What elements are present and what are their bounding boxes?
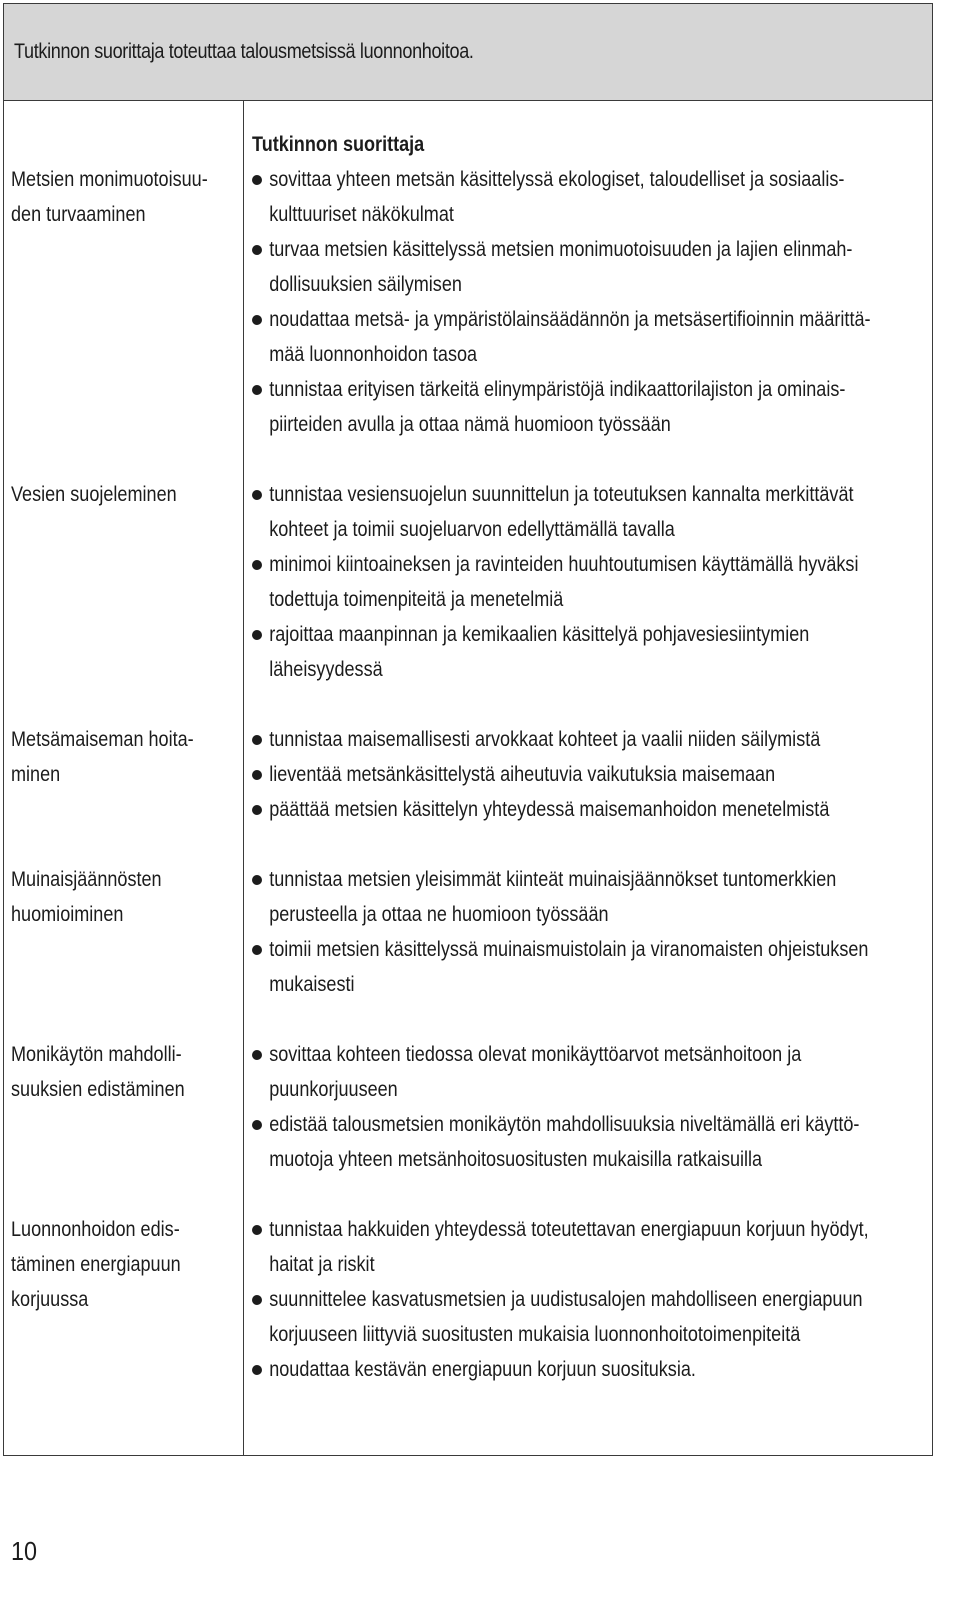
- list-item: [252, 617, 957, 687]
- section-label-line: den turvaaminen: [11, 203, 146, 226]
- list-item: [252, 862, 960, 932]
- section-label: [11, 1212, 181, 1317]
- bullet-text: [252, 757, 829, 792]
- bullet-text: [252, 722, 829, 757]
- bullet-text-line: muotoja yhteen metsänhoitosuositusten mukaisilla ratkaisuilla: [269, 1148, 763, 1171]
- section-label-line: Monikäytön mahdolli-: [11, 1043, 182, 1066]
- list-item: [252, 1352, 960, 1387]
- bullet-text-line: tunnistaa vesiensuojelun suunnittelun ja toteutuksen kannalta merkittävät: [269, 483, 854, 506]
- bullet-text-line: minimoi kiintoaineksen ja ravinteiden huuhtoutumisen käyttämällä hyväksi: [269, 553, 859, 576]
- bullet-text-line: mukaisesti: [269, 973, 355, 996]
- bullet-text: [252, 617, 858, 687]
- list-item: [252, 372, 960, 442]
- bullet-text-line: sovittaa yhteen metsän käsittelyssä ekologiset, taloudelliset ja sosiaalis-: [269, 168, 845, 191]
- list-item: [252, 1037, 958, 1107]
- bullet-text: [252, 1037, 859, 1107]
- list-item: [252, 792, 923, 827]
- bullet-text-line: piirteiden avulla ja ottaa nämä huomioon työssään: [269, 413, 671, 436]
- list-item: [252, 1107, 958, 1177]
- bullet-text: [252, 477, 858, 547]
- section-label-line: Metsien monimuotoisuu-: [11, 168, 208, 191]
- bullet-text-line: kulttuuriset näkökulmat: [269, 203, 454, 226]
- bullet-text-line: perusteella ja ottaa ne huomioon työssään: [269, 903, 609, 926]
- right-column-title: Tutkinnon suorittaja: [252, 133, 425, 156]
- bullet-text-line: mää luonnonhoidon tasoa: [269, 343, 478, 366]
- section-label: [11, 162, 208, 232]
- section-label: [11, 722, 194, 792]
- section-label-line: täminen energiapuun: [11, 1253, 181, 1276]
- table-header: [4, 4, 932, 101]
- bullet-list: [252, 1212, 960, 1387]
- column-divider: [243, 101, 244, 1455]
- bullet-text-line: lieventää metsänkäsittelystä aiheutuvia vaikutuksia maisemaan: [269, 763, 776, 786]
- bullet-text: [252, 1352, 869, 1387]
- bullet-text-line: noudattaa metsä- ja ympäristölainsäädännön ja metsäsertifioinnin määrittä-: [269, 308, 871, 331]
- bullet-text: [252, 1212, 869, 1282]
- bullet-text: [252, 232, 871, 302]
- bullet-text-line: noudattaa kestävän energiapuun korjuun suosituksia.: [269, 1358, 696, 1381]
- list-item: [252, 722, 923, 757]
- bullet-text-line: dollisuuksien säilymisen: [269, 273, 462, 296]
- bullet-text-line: suunnittelee kasvatusmetsien ja uudistusalojen mahdolliseen energiapuun: [269, 1288, 863, 1311]
- bullet-text-line: tunnistaa erityisen tärkeitä elinympäristöjä indikaattorilajiston ja ominais-: [269, 378, 846, 401]
- bullet-text-line: edistää talousmetsien monikäytön mahdollisuuksia niveltämällä eri käyttö-: [269, 1113, 860, 1136]
- section-label-line: Luonnonhoidon edis-: [11, 1218, 180, 1241]
- bullet-text-line: kohteet ja toimii suojeluarvon edellyttämällä tavalla: [269, 518, 675, 541]
- section-label-line: Metsämaiseman hoita-: [11, 728, 194, 751]
- bullet-list: [252, 722, 923, 827]
- bullet-text: [252, 162, 871, 232]
- section-label-line: Muinaisjäännösten: [11, 868, 162, 891]
- bullet-text-line: sovittaa kohteen tiedossa olevat monikäyttöarvot metsänhoitoon ja: [269, 1043, 802, 1066]
- bullet-text-line: haitat ja riskit: [269, 1253, 375, 1276]
- bullet-text-line: rajoittaa maanpinnan ja kemikaalien käsittelyä pohjavesiesiintymien: [269, 623, 810, 646]
- bullet-list: [252, 1037, 958, 1177]
- bullet-text: [252, 932, 868, 1002]
- list-item: [252, 547, 957, 617]
- bullet-text: [252, 1107, 859, 1177]
- bullet-text-line: korjuuseen liittyviä suositusten mukaisia luonnonhoitotoimenpiteitä: [269, 1323, 801, 1346]
- bullet-text: [252, 1282, 869, 1352]
- list-item: [252, 162, 960, 232]
- bullet-list: [252, 162, 960, 442]
- section-label-line: suuksien edistäminen: [11, 1078, 185, 1101]
- list-item: [252, 302, 960, 372]
- bullet-text-line: todettuja toimenpiteitä ja menetelmiä: [269, 588, 564, 611]
- list-item: [252, 1212, 960, 1282]
- list-item: [252, 757, 923, 792]
- list-item: [252, 1282, 960, 1352]
- bullet-text: [252, 792, 829, 827]
- bullet-text: [252, 862, 868, 932]
- section-label: [11, 862, 162, 932]
- bullet-text-line: puunkorjuuseen: [269, 1078, 398, 1101]
- bullet-text: [252, 302, 871, 372]
- bullet-text: [252, 372, 871, 442]
- section-label-line: huomioiminen: [11, 903, 124, 926]
- list-item: [252, 932, 960, 1002]
- list-item: [252, 232, 960, 302]
- section-label: [11, 1037, 185, 1107]
- bullet-text: [252, 547, 858, 617]
- bullet-list: [252, 477, 957, 687]
- section-label-line: minen: [11, 763, 61, 786]
- section-label-line: Vesien suojeleminen: [11, 483, 177, 506]
- section-label-line: korjuussa: [11, 1288, 89, 1311]
- header-title: Tutkinnon suorittaja toteuttaa talousmetsissä luonnonhoitoa.: [14, 40, 474, 63]
- page-number: 10: [11, 1536, 38, 1566]
- bullet-text-line: toimii metsien käsittelyssä muinaismuistolain ja viranomaisten ohjeistuksen: [269, 938, 869, 961]
- bullet-text-line: päättää metsien käsittelyn yhteydessä maisemanhoidon menetelmistä: [269, 798, 830, 821]
- bullet-text-line: tunnistaa metsien yleisimmät kiinteät muinaisjäännökset tuntomerkkien: [269, 868, 837, 891]
- bullet-text-line: tunnistaa hakkuiden yhteydessä toteutettavan energiapuun korjuun hyödyt,: [269, 1218, 869, 1241]
- bullet-text-line: läheisyydessä: [269, 658, 383, 681]
- bullet-text-line: turvaa metsien käsittelyssä metsien monimuotoisuuden ja lajien elinmah-: [269, 238, 853, 261]
- bullet-text-line: tunnistaa maisemallisesti arvokkaat kohteet ja vaalii niiden säilymistä: [269, 728, 821, 751]
- section-label: [11, 477, 177, 512]
- bullet-list: [252, 862, 960, 1002]
- list-item: [252, 477, 957, 547]
